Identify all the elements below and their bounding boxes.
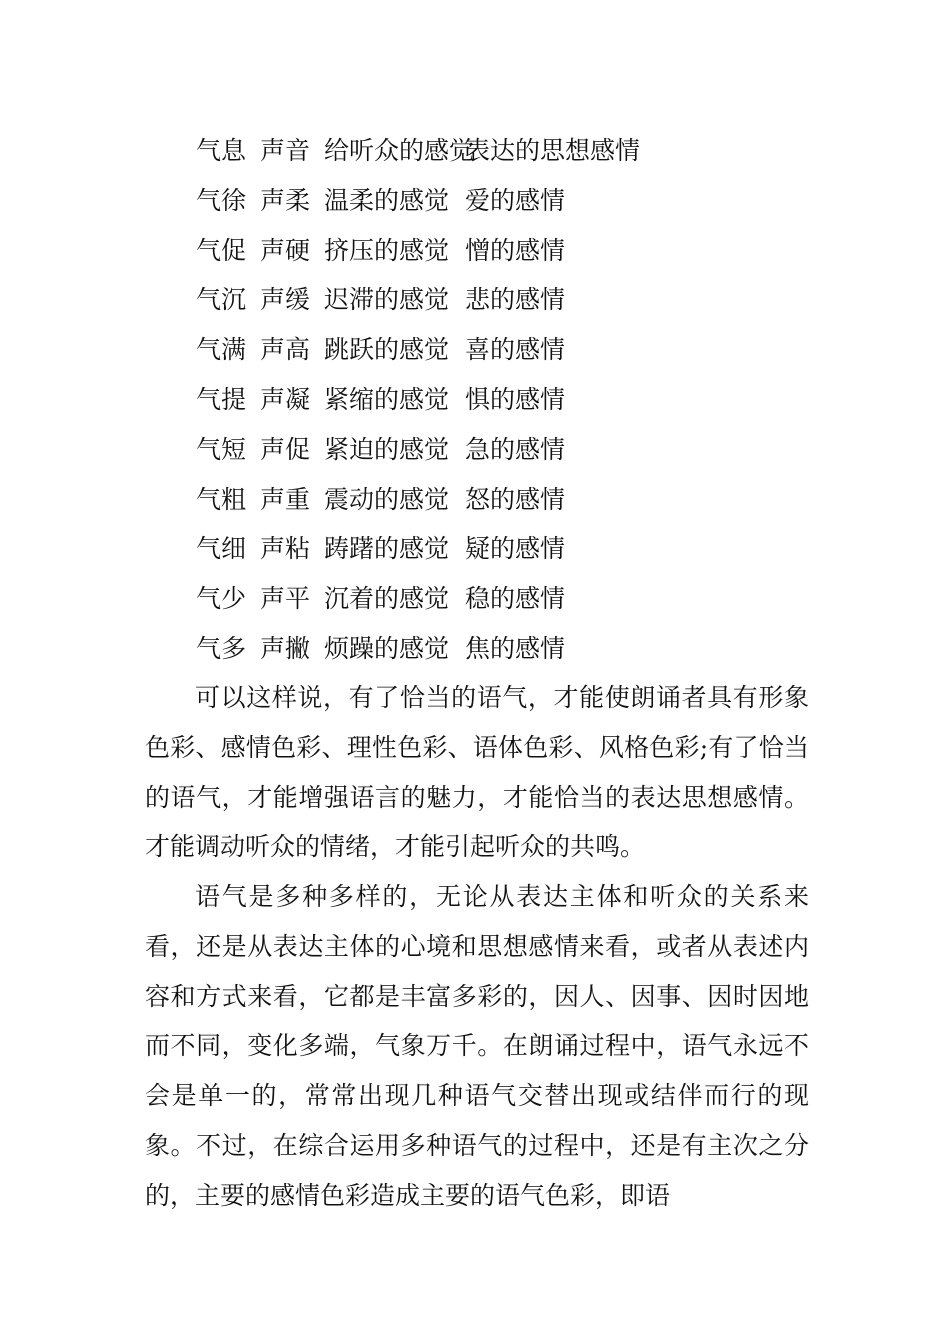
table-cell: 疑的感情 xyxy=(465,534,566,564)
table-cell: 憎的感情 xyxy=(465,235,566,265)
table-cell: 焦的感情 xyxy=(465,633,566,663)
table-cell: 气满 xyxy=(196,335,247,365)
table-row xyxy=(196,425,796,475)
table-cell: 沉着的感觉 xyxy=(324,584,450,614)
table-row xyxy=(196,475,796,525)
breath-voice-table xyxy=(196,126,796,674)
table-header-row xyxy=(196,126,796,176)
table-cell: 声撇 xyxy=(260,633,311,663)
table-cell: 喜的感情 xyxy=(465,335,566,365)
table-cell: 惧的感情 xyxy=(465,384,566,414)
table-cell: 爱的感情 xyxy=(465,185,566,215)
table-cell: 气短 xyxy=(196,434,247,464)
table-cell: 踌躇的感觉 xyxy=(324,534,450,564)
table-cell: 声柔 xyxy=(260,185,311,215)
table-cell: 紧迫的感觉 xyxy=(324,434,450,464)
table-cell: 气徐 xyxy=(196,185,247,215)
table-cell: 烦躁的感觉 xyxy=(324,633,450,663)
table-cell: 表达的思想感情 xyxy=(465,136,641,165)
table-cell: 挤压的感觉 xyxy=(324,235,450,265)
table-row xyxy=(196,375,796,425)
table-cell: 声高 xyxy=(260,335,311,365)
table-cell: 气提 xyxy=(196,384,247,414)
table-cell: 气少 xyxy=(196,584,247,614)
table-cell: 气沉 xyxy=(196,285,247,315)
table-cell: 怒的感情 xyxy=(465,484,566,514)
table-cell: 声凝 xyxy=(260,384,311,414)
table-row xyxy=(196,226,796,276)
table-cell: 气粗 xyxy=(196,484,247,514)
table-cell: 稳的感情 xyxy=(465,584,566,614)
table-cell: 声促 xyxy=(260,434,311,464)
table-cell: 气细 xyxy=(196,534,247,564)
table-cell: 气促 xyxy=(196,235,247,265)
table-cell: 迟滞的感觉 xyxy=(324,285,450,315)
table-row xyxy=(196,624,796,674)
paragraph: 可以这样说，有了恰当的语气，才能使朗诵者具有形象色彩、感情色彩、理性色彩、语体色彩、风格色彩;有了恰当的语气，才能增强语言的魅力，才能恰当的表达思想感情。才能调动听众的情绪，才能引起听众的共鸣。 xyxy=(145,683,809,862)
table-cell: 急的感情 xyxy=(465,434,566,464)
table-cell: 声硬 xyxy=(260,235,311,265)
paragraph: 语气是多种多样的，无论从表达主体和听众的关系来看，还是从表达主体的心境和思想感情来看，或者从表述内容和方式来看，它都是丰富多彩的，因人、因事、因时因地而不同，变化多端，气象万千。在朗诵过程中，语气永远不会是单一的，常常出现几种语气交替出现或结伴而行的现象。不过，在综合运用多种语气的过程中，还是有主次之分的，主要的感情色彩造成主要的语气色彩，即语 xyxy=(145,882,809,1210)
table-cell: 悲的感情 xyxy=(465,285,566,315)
table-cell: 紧缩的感觉 xyxy=(324,384,450,414)
table-row xyxy=(196,176,796,226)
table-row xyxy=(196,524,796,574)
table-cell: 声粘 xyxy=(260,534,311,564)
table-cell: 温柔的感觉 xyxy=(324,185,450,215)
table-cell: 气息 xyxy=(196,136,247,165)
table-cell: 声重 xyxy=(260,484,311,514)
table-row xyxy=(196,275,796,325)
table-row xyxy=(196,325,796,375)
table-cell: 声音 xyxy=(260,136,311,165)
table-cell: 跳跃的感觉 xyxy=(324,335,450,365)
table-cell: 声平 xyxy=(260,584,311,614)
table-cell: 给听众的感觉 xyxy=(324,136,475,165)
table-cell: 声缓 xyxy=(260,285,311,315)
table-row xyxy=(196,574,796,624)
table-cell: 气多 xyxy=(196,633,247,663)
table-cell: 震动的感觉 xyxy=(324,484,450,514)
